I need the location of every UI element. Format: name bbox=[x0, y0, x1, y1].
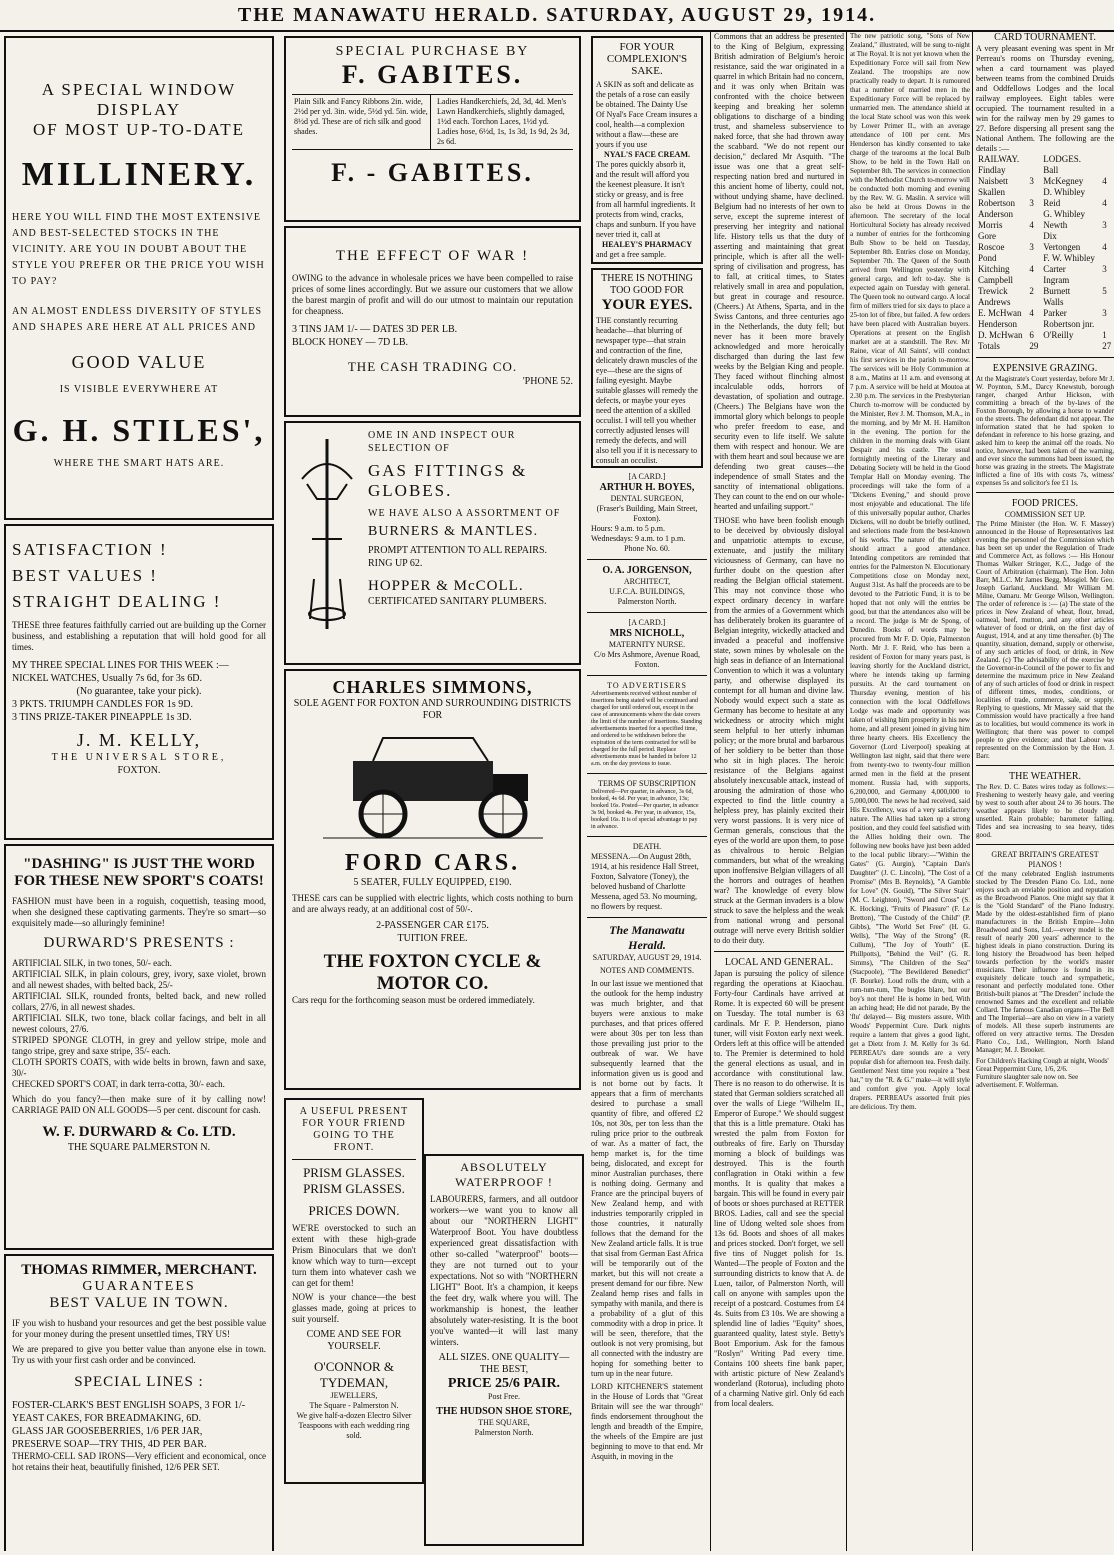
millinery-heading: MILLINERY. bbox=[21, 156, 257, 193]
table-cell: Andrews bbox=[978, 297, 1011, 307]
table-cell bbox=[1100, 275, 1114, 286]
table-cell bbox=[1027, 275, 1041, 286]
table-cell: Henderson bbox=[978, 319, 1017, 329]
hudson-heading-1: ABSOLUTELY bbox=[460, 1160, 548, 1174]
table-cell: 6 bbox=[1029, 330, 1034, 340]
simmons-name: CHARLES SIMMONS, bbox=[332, 677, 533, 697]
rimmer-heading-3: BEST VALUE IN TOWN. bbox=[49, 1295, 229, 1311]
durward-note: Which do you fancy?—then make sure of it by calling now! CARRIAGE PAID ON ALL GOODS—5 per cent. discount for cash. bbox=[12, 1094, 266, 1115]
cash-line-1: 3 TINS JAM 1/- — DATES 3D PER LB. bbox=[292, 324, 458, 335]
kelly-heading-3: STRAIGHT DEALING ! bbox=[12, 592, 222, 611]
table-cell: 4 bbox=[1102, 198, 1107, 208]
durward-item-6: CLOTH SPORTS COATS, with wide belts in brown, fawn and saxe, 30/- bbox=[12, 1057, 266, 1078]
oconnor-address: The Square - Palmerston N. bbox=[309, 1401, 399, 1410]
durward-address: THE SQUARE PALMERSTON N. bbox=[67, 1142, 211, 1153]
hopper-gas-fittings: GAS FITTINGS & GLOBES. bbox=[368, 461, 528, 500]
hemp-article: In our last issue we mentioned that the outlook for the hemp industry was much brighter, and that buyers were anxious to make purchases, and that prices offered were about 30s per ton less than those prevailing just prior to the outbreak of war. We have subsequently learned that the information given us is good and is not borne out by facts. It appears that a firm of merchants desired to purchase a small quantity of fibre, and offered £2 10s, not 30s, per ton less than the ruling price prior to the outbreak of war. As a matter of fact, the hemp market is, for the time being, dislocated, and except for minor Australian purchases, there is nothing doing. Germany and France are the principal buyers of New Zealand hemp, and with industries temporarily crippled in those countries, it naturally follows that the demand for the New Zealand article falls. It is true that sisal from German East Africa will be temporarily out of the market, but this will not create a present demand for our fibre. New Zealand hemp rises and falls in sympathy with manila, and there is a probability of a glut of this commodity with a drop in price. It will be seen, therefore, that the outlook is not very promising, but all connected with the industry are hoping for something better to turn up in the near future. bbox=[591, 979, 703, 1378]
stiles-tagline: WHERE THE SMART HATS ARE. bbox=[53, 458, 225, 469]
hopper-ring: RING UP 62. bbox=[368, 558, 423, 569]
herald-title: The Manawatu Herald. bbox=[609, 923, 685, 952]
stiles-advert bbox=[4, 36, 274, 520]
gabites-ribbons: Plain Silk and Fancy Ribbons 2in. wide, 2½d per yd. 3in. wide, 5½d yd. 5in. wide, 8½d yd. These are of rich silk and good shades. bbox=[292, 95, 431, 149]
healey-advert bbox=[591, 268, 703, 468]
notes-comments: NOTES AND COMMENTS. bbox=[599, 966, 694, 975]
local-items: The new patriotic song, "Sons of New Zealand," illustrated, will be sung to-night at The Royal. It is not yet known when the Expeditionary Force will sail from New Zealand. The troopships are now practically ready to depart. It is rumoured that a number of married men in the Expeditionary Force will be replaced by unmarried men. The attendance shield at the local State school was won this week by Lower Primer II., with an average attendance of 100 per cent. Mrs Henderson has kindly consented to take charge of the tearooms at the local Bulb Show, to be held in the Town Hall on September 8th. The services in connection with the Methodist Church to-morrow will be conducted both morning and evening by the Rev. W. G. Maslin. A service will also be held at Orous Downs in the afternoon. The secretary of the local Horticultural Society has already received a number of entries for the forthcoming Bulb Show to be held on Tuesday, September 8th. Entries close on Monday, September 7th. The Queen of the South arrived from Wellington yesterday with general cargo, and left to-day. She is expected again on Tuesday with general. The Queen took no outward cargo. A local firm of millers tried for six days to place a 25-ton lot of fibre, but failed. A few orders have been placed with Australian buyers. Operations at present on the English market are at a standstill. The Rev. Mr Raine, vicar of All Saints', will conduct his first services in the parish to-morrow. The services will be Holy Communion at 8 a.m., Matins at 11 a.m. and evensong at 7 p.m. A service will be held at Moutoa at 2.30 p.m. The services in the Presbyterian Church to-morrow will be conducted by the Minister, Rev J. M. Thomson, M.A., in the morning, and by Mr M. H. Hamilton in the evening. The portion for the children in the morning deals with Giant Despair and his castle. The usual fortnightly meeting of the Literary and Debating Society will be held in the Good Templar Hall on Monday evening. The proceedings will take the form of a "Dickens Evening," and should prove most enjoyable and educational. The life of this universally popular author, Charles Dickens, will no doubt be briefly outlined, and selections made from the best-known of his works. The nature of the subject should attract a good attendance. Intending competitors are reminded that entries for the Palmerston N. Elocutionary Competitions close on Monday next, August 31st. As half the proceeds are to be devoted to the Patriotic Fund, it is to be hoped that not only will the entries be good, but that the attendances also will be a record. The judge is Mr de Spong, of Dunedin. Books of words may be procured from Mr F. D. Opie, Palmerston North. Mr J. F. Reid, who has been a resident of Foxton for many years past, is leaving shortly for the Auckland district, where he intends taking up farming pursuits. At the card tournament on Thursday evening, mention of his connection with the local Oddfellows Lodge was made and opportunity was taken of wishing him prosperity in his new home, and all present joined in giving him three hearty cheers. His Excellency the Governor (Lord Liverpool) speaking at Wellington last night, said that there were from twenty-two to twenty-four million armed men in the field at the present moment. Russia had, with supports, 6,200,000, and Germany 4,000,000 to 5,000,000. The news he had received, said His Excellency, was of a very satisfactory nature. The Allies had taken up a strong position, and they could feel satisfied with the Allies holding their own. The following new books have just been added to the local public library:—"Within the Gates" (G. Aurgin), "Captain Dan's Daughter" (J. C. Lincoln), "The Cost of a Promise" (Mrs B. Reynolds), "A Gamble for Love" (N. Gould), "The Silver Stair" (M. C. Leighton), "Sword and Cross" (S. K. Hocking), "Fruits of Pleasure" (F. Le Bretton), "The Custody of the Child" (P. Gibbs), "The World Set Free" (H. G. Wells), "The Way of the Strong" (R. Cullum), "The Joy of Youth" (E. Phillpotts), "Behind the Veil" (G. R. Simms), "The Children of the Sea" (Stacpoole), "The Bewildered Benedict" (F. Bourke). Loud rolls the drum, with a rum-tum-tum, The bugles blare, but our boy's not there! He is home in bed, With an aching head; He did not parade, By the 'flu' delayed— Big musters assure, With Woods' Peppermint Cure. Dark nights require a lantern that gives a good light, get a Dietz from J. M. Kelly for 3s 6d. PERREAU's dare sounds are a very popular dish for afternoon tea. Fresh daily. Gentlemen! Next time you require a "best hat," try the "R. & G." make—it will style and comfort give you. Apply local drapers. PERREAU's assorted fruit pies are delicious. Try them. bbox=[850, 32, 970, 1111]
table-cell: Burnett bbox=[1043, 286, 1071, 296]
table-cell: McKegney bbox=[1043, 176, 1084, 186]
table-cell: O'Reilly bbox=[1043, 330, 1074, 340]
hudson-post: Post Free. bbox=[488, 1392, 520, 1401]
durward-presents: DURWARD'S PRESENTS : bbox=[43, 935, 235, 951]
rimmer-advert bbox=[4, 1254, 274, 1551]
gabites-advert bbox=[284, 36, 581, 222]
table-cell: Anderson bbox=[978, 209, 1013, 219]
hopper-repairs: PROMPT ATTENTION TO ALL REPAIRS. bbox=[368, 545, 548, 556]
advertisers-body: Advertisements received without number of insertions being stated will be continued and charged for until ordered out, except in the case of announcements where the date covers the limit of the number of insertions. Standing advertisements inserted for a specified time, and ordered to be withdrawn before the expiration of the term contracted for will be charged for the full period. Replace advertisements must be handed in before 12 a.m. on the day previous to issue. bbox=[591, 691, 702, 767]
eyes-body: THE constantly recurring headache—that blurring of newspaper type—that strain and contraction of the fine, delicately drawn muscles of the eye—these are the signs of failing eyesight. Maybe suitable glasses will remedy the defects, or maybe your eyes need the attention of a skilled occulist. I will tell you whether correctly adjusted lenses will remedy the defects, and will also tell you if it is necessary to consult an occulist. bbox=[596, 316, 698, 465]
table-cell bbox=[1100, 319, 1114, 330]
table-cell: Pond bbox=[978, 253, 997, 263]
ford-body: THESE cars can be supplied with electric lights, which costs nothing to burn and are always ready, at an additional cost of 50/-. bbox=[292, 893, 573, 914]
table-row bbox=[976, 297, 1114, 308]
table-cell: E. McHwan bbox=[978, 308, 1022, 318]
expensive-grazing-heading: EXPENSIVE GRAZING. bbox=[992, 363, 1098, 374]
table-row bbox=[976, 176, 1114, 187]
commission-heading: COMMISSION SET UP. bbox=[1004, 510, 1086, 519]
rimmer-line-3: GLASS JAR GOOSEBERRIES, 1/6 PER JAR, bbox=[12, 1426, 203, 1437]
rimmer-line-5: THERMO-CELL SAD IRONS—Very efficient and economical, once hot retains their heat, beautifully finished, 12/6 PER SET. bbox=[12, 1451, 266, 1472]
millinery-line-2: OF MOST UP-TO-DATE bbox=[32, 120, 245, 139]
table-cell: Carter bbox=[1043, 264, 1066, 274]
table-cell: F. W. Whibley bbox=[1043, 253, 1095, 263]
table-cell bbox=[1027, 297, 1041, 308]
oconnor-advert bbox=[284, 1098, 424, 1484]
durward-advert bbox=[4, 844, 274, 1250]
cash-phone: 'PHONE 52. bbox=[522, 376, 573, 387]
table-cell bbox=[1100, 253, 1114, 264]
weather-heading: THE WEATHER. bbox=[1008, 771, 1082, 782]
durward-item-3: ARTIFICIAL SILK, rounded fronts, belted back, and new rolled collars, 27/6, in all newest shades. bbox=[12, 991, 266, 1012]
oconnor-jewellers: JEWELLERS, bbox=[330, 1391, 378, 1400]
table-cell: Vertongen bbox=[1043, 242, 1081, 252]
table-cell: 3 bbox=[1029, 176, 1034, 186]
herald-date: SATURDAY, AUGUST 29, 1914. bbox=[592, 953, 702, 962]
rimmer-line-1: FOSTER-CLARK'S BEST ENGLISH SOAPS, 3 FOR 1/- bbox=[12, 1400, 246, 1411]
local-news: Japan is pursuing the policy of silence regarding the operations at Kiaochau. Forty-four Cardinals have arrived at Rome. It is expected 60 will be present on Tuesday. The total number is 63 cardinals. Mr F. P. Henderson, piano tuner, will visit Foxton early next week. Orders left at this office will be attended to. The Premier is determined to hold the general elections as usual, and in accordance with constitutional law. There is no reason to do otherwise. It is stated that German soldiers scratched all over the walls of Liege "Wilhelm II., Emperor of Europe." We should suggest that this is a little premature. Otaki has wrested the palm from Foxton for outbreaks of fire. Early on Thursday morning a block of buildings was destroyed. This is the fourth conflagration in Otaki within a few months. It is quality that makes a bargain. This will be found in every pair of boots or shoes purchased at RETTER BROS. Ladies, call and see the special line of Udong welted sole shoes from 13s 6d. Boots and shoes of all makes and prices stocked. Don't forget, we sell five tins of Nugget polish for 1s. Wanted—The people of Foxton and the surrounding districts to know that A. de Luen, tailor, of Palmerston North, will call on anyone with samples upon the receipt of a postcard. Costumes from £4 4s. Suits from £3 10s. We are showing a splendid line of ladies "Equity" shoes, guaranteed quality, latest style. Betty's Boot Emporium. Ask for the famous "Roslyn" Writing Pad every time. Contains 100 sheets fine bank paper, with artistic picture of New Zealand's wonderland (Rotorua), including photo of a charming Native girl. Only 6d each from local dealers. bbox=[714, 969, 844, 1408]
furniture-notice: Furniture slaughter sale now on. See advertisement. F. Wolferman. bbox=[976, 1073, 1079, 1089]
table-cell: Robertson bbox=[978, 198, 1015, 208]
table-cell bbox=[1100, 154, 1114, 165]
durward-heading-2: FOR THESE NEW SPORT'S COATS! bbox=[14, 873, 264, 889]
millinery-line-1: A SPECIAL WINDOW DISPLAY bbox=[41, 80, 237, 119]
table-row bbox=[976, 187, 1114, 198]
ford-tuition: TUITION FREE. bbox=[397, 933, 468, 944]
nyal-footer: and get a free sample. bbox=[596, 250, 666, 259]
table-cell: 4 bbox=[1102, 242, 1107, 252]
advertisers-heading: TO ADVERTISERS bbox=[607, 681, 687, 690]
subscription-heading: TERMS OF SUBSCRIPTION bbox=[598, 779, 696, 788]
table-cell: 4 bbox=[1029, 220, 1034, 230]
rimmer-heading-2: GUARANTEES bbox=[82, 1279, 196, 1294]
table-row bbox=[976, 253, 1114, 264]
table-cell bbox=[1027, 165, 1041, 176]
millinery-body: HERE YOU WILL FIND THE MOST EXTENSIVE AND BEST-SELECTED STOCKS IN THE VICINITY. ARE YOU IN DOUBT ABOUT THE STYLE YOU PREFER OR THE PRICE YOU WISH TO PAY? bbox=[12, 212, 265, 287]
durward-item-7: CHECKED SPORT'S COAT, in dark terra-cotta, 30/- each. bbox=[12, 1079, 225, 1089]
table-cell bbox=[1027, 154, 1041, 165]
hopper-name: HOPPER & McCOLL. bbox=[368, 578, 524, 594]
table-row-totals bbox=[976, 341, 1114, 352]
durward-item-1: ARTIFICIAL SILK, in two tones, 50/- each. bbox=[12, 958, 172, 968]
table-row bbox=[976, 286, 1114, 297]
editorial bbox=[591, 923, 703, 1462]
ford-cars: FORD CARS. bbox=[344, 850, 521, 876]
oconnor-name: O'CONNOR & TYDEMAN, bbox=[314, 1359, 394, 1390]
table-cell: Findlay bbox=[978, 165, 1006, 175]
durward-item-5: STRIPED SPONGE CLOTH, in grey and yellow stripe, mole and tango stripe, grey and saxe stripe, 35/- each. bbox=[12, 1035, 266, 1056]
table-cell: Roscoe bbox=[978, 242, 1005, 252]
nicholl-role: MATERNITY NURSE. bbox=[608, 640, 686, 649]
hopper-cert: CERTIFICATED SANITARY PLUMBERS. bbox=[368, 596, 547, 607]
table-cell: Dix bbox=[1043, 231, 1057, 241]
hudson-square: THE SQUARE, bbox=[478, 1418, 530, 1427]
hudson-town: Palmerston North. bbox=[474, 1428, 534, 1437]
prism-heading-2: PRISM GLASSES. bbox=[303, 1181, 405, 1196]
jorgenson-address: U.F.C.A. BUILDINGS, Palmerston North. bbox=[609, 587, 685, 606]
kelly-name: J. M. KELLY, bbox=[76, 730, 202, 750]
table-cell bbox=[1027, 187, 1041, 198]
table-cell: 5 bbox=[1102, 286, 1107, 296]
kelly-town: FOXTON. bbox=[117, 765, 161, 776]
death-body: MESSENA.—On August 28th, 1914, at his residence Hall Street, Foxton, Salvatore (Toney), the beloved husband of Charlotte Messena, aged 53. No mourning, no flowers by request. bbox=[591, 852, 699, 911]
oconnor-body-2: NOW is your chance—the best glasses made, going at prices to suit yourself. bbox=[292, 1292, 416, 1324]
durward-intro: FASHION must have been in a roguish, coquettish, teasing mood, when she designed these captivating garments. They're so smart—so exquisitely made—so alluringly feminine! bbox=[12, 896, 266, 928]
prices-down: PRICES DOWN. bbox=[308, 1203, 400, 1218]
table-row bbox=[976, 242, 1114, 253]
boyes-card bbox=[591, 472, 703, 554]
kelly-line-5: 3 TINS PRIZE-TAKER PINEAPPLE 1s 3D. bbox=[12, 712, 192, 723]
table-row bbox=[976, 209, 1114, 220]
oconnor-top: A USEFUL PRESENT FOR YOUR FRIEND GOING TO THE FRONT. bbox=[299, 1106, 409, 1153]
eyes-top: THERE IS NOTHING TOO GOOD FOR bbox=[601, 273, 693, 296]
column-1 bbox=[0, 32, 278, 1551]
gabites-handkerchiefs: Ladies Handkerchiefs, 2d, 3d, 4d. Men's Lawn Handkerchiefs, slightly damaged, 1½d each. Torchon Laces, 1½d yd. Ladies hose, 6½d, 1s, 1s 3d, 1s 9d, 2s 3d, 2s 6d. bbox=[437, 97, 570, 146]
jorgenson-role: ARCHITECT, bbox=[623, 577, 671, 586]
kelly-advert bbox=[4, 524, 274, 840]
subscription-notice bbox=[591, 779, 703, 831]
rimmer-body-2: We are prepared to give you better value than anyone else in town. Try us with your first cash order and be convinced. bbox=[12, 1344, 266, 1365]
table-cell: Robertson jnr. bbox=[1043, 319, 1095, 329]
boyes-card-label: [A CARD.] bbox=[628, 472, 666, 481]
cough-notice: For Children's Hacking Cough at night, Woods' Great Peppermint Cure, 1/6, 2/6. bbox=[976, 1057, 1109, 1073]
ford-two-passenger: 2-PASSENGER CAR £175. bbox=[376, 920, 489, 931]
nyal-heading: FOR YOUR COMPLEXION'S SAKE. bbox=[606, 41, 688, 77]
millinery-body-2: AN ALMOST ENDLESS DIVERSITY OF STYLES AND SHAPES ARE HERE AT ALL PRICES AND bbox=[12, 306, 263, 333]
your-eyes: YOUR EYES. bbox=[601, 297, 693, 313]
masthead bbox=[0, 0, 1114, 32]
jorgenson-card bbox=[591, 565, 703, 607]
subscription-body: Delivered—Per quarter, in advance, 3s 6d, booked, 4s 6d. Per year, in advance, 13s; booked 16s. Posted—Per quarter, in advance 3s 9d, booked 4s. Per year, in advance, 15s, booked 16s. It is of special advantage to pay in advance. bbox=[591, 789, 699, 830]
hudson-price: PRICE 25/6 PAIR. bbox=[447, 1376, 561, 1391]
local-general: LOCAL AND GENERAL. bbox=[724, 957, 834, 968]
table-cell: G. Whibley bbox=[1043, 209, 1086, 219]
table-cell bbox=[1100, 297, 1114, 308]
rimmer-special-lines: SPECIAL LINES : bbox=[74, 1374, 204, 1390]
table-cell: Morris bbox=[978, 220, 1003, 230]
card-tournament-body: A very pleasant evening was spent in Mr Perreau's rooms on Thursday evening, when a card tournament was played between teams from the combined Druids and Oddfellows Lodges and the local railway employees. Eight tables were occupied. The tournament resulted in a win for the railway men by 29 games to 27. Before dispersing all present sang the National Anthem. The following are the details :— bbox=[976, 44, 1114, 153]
asquith-article: Commons that an address be presented to the King of Belgium, expressing British admiration of Belgium's heroic resistance, said the war originated in a quarrel in which Britain had no concern, and it was only when Britain was confronted with the choice between keeping and breaking her solemn obligations to discharge of a binding trust, and shameless subservience to naked force, that she had thrown away the scabbard. "We do not repent our decision," declared Mr Asquith. "The issue was one that a great self-respecting nation bred and nurtured in this ancient home of liberty, could not, without undying shame, have declined. Belgium had no interests of her own to serve, except the supreme interest of preserving her integrity and national life. History tells us that the duty of asserting and maintaining that great principle, which is after all the well-spring of civilisation and progress, has to fall, at critical times, to States relatively small in area and population, but great in courage and resource. (Cheers.) At Athens, Sparta, and in the Swiss Cantons, and three centuries ago in the Netherlands, the duty fell; but never has it been more bravely acknowledged and more heroically discharged than during the last few weeks by the Belgian King and people. They faced without flinching almost incalculable odds, horrors of devastation, of spoliation and outrage. (Cheers.) The Belgians have won the immortal glory which belongs to people who prefer freedom to ease, and security even to life itself. We salute them with respect and honour. We are with them heart and soul because we are defending two great causes—the independence of small States and the sanctity of international obligations. They can count to the end on our whole-hearted and unfailing support." bbox=[714, 32, 844, 511]
food-prices-heading: FOOD PRICES. bbox=[1011, 498, 1079, 509]
table-cell: Campbell bbox=[978, 275, 1013, 285]
foxton-cycle-motor: THE FOXTON CYCLE & MOTOR CO. bbox=[323, 951, 542, 994]
nyal-body-2: The pores quickly absorb it, and the result will afford you the keenest pleasure. It isn't sticky or greasy, and is free from all harmful ingredients. It protects from wind, cracks, chaps and sunburn. If you have never tried it, call at bbox=[596, 160, 696, 239]
belgian-article: THOSE who have been foolish enough to be deceived by obviously disloyal and unpatriotic attempts to excuse, extenuate, and justify the military viciousness of Germany, can have no further doubt on the question after reading the Belgian official statement. This may not convince those who expect ordinary decency in warfare from the armies of a Government which has deliberately broken its guarantee of Belgian integrity, wickedly attacked and invaded a peaceful and inoffensive state, sown mines by wholesale on the high seas in defiance of an International Convention to which it was a voluntary party, and otherwise displayed its contempt for all human and divine law. Nobody would expect such a state as Germany has become to hesitate at any wickedness or atrocity which might seem helpful to her utterly inhuman policy; or the more brutal and barbarous of her soldiery to be better than those who sit in high places. The heroic resistance of the Belgians against absolutely inexcusable attack, instead of arousing the admiration of those who expected to find the little country a helpless prey, has plainly excited their very worst passions. It is very nice of German generals, conscious that the eyes of the world are upon them, to pose as chivalrous to heroic Belgian commanders, but what of the wreaking upon inoffensive Belgian villagers of all the horrors and outrages of heathen war? The knowledge of every blow struck at the German invaders is a blow struck to save the helpless and the weak from national wrong and personal outrage will nerve every British soldier to do their duty. bbox=[714, 516, 844, 945]
stiles-name: G. H. STILES', bbox=[12, 412, 266, 448]
expensive-grazing-body: At the Magistrate's Court yesterday, before Mr J. W. Poynton, S.M., Darcy Knewstub, borough ranger, charged Arthur Hickson, with committing a breach of the by-laws of the Foxton Borough, by allowing a horse to wander on the streets. The defendant did not appear. The information stated that he had spoken to defendant in reference to his horse grazing, and asked him to keep the animal off the roads. No notice, however, had been taken of the warning, and ever since the summons had been issued, the horse was grazing in the streets. The Magistrate inflicted a fine of 10s with costs 7s, witness' expenses 5s and solicitor's fee £1 1s. bbox=[976, 375, 1114, 487]
card-tournament-heading: CARD TOURNAMENT. bbox=[994, 32, 1096, 43]
hudson-sizes: ALL SIZES. ONE QUALITY—THE BEST, bbox=[438, 1352, 570, 1375]
kitchener-article: LORD KITCHENER'S statement in the House of Lords that "Great Britain will see the war through" finds endorsement throughout the length and breadth of the Empire, the wheels of the Empire are just beginning to move to that end. Mr Asquith, in moving in the bbox=[591, 1382, 703, 1461]
gabites-top: SPECIAL PURCHASE BY bbox=[335, 44, 530, 59]
table-cell bbox=[1041, 341, 1100, 352]
durward-item-4: ARTIFICIAL SILK, two tone, black collar facings, and belt in all newest colours, 27/6. bbox=[12, 1013, 266, 1034]
rimmer-line-4: PRESERVE SOAP—TRY THIS, 4D PER BAR. bbox=[12, 1439, 207, 1450]
column-4 bbox=[710, 32, 847, 1551]
table-cell: 3 bbox=[1029, 242, 1034, 252]
nicholl-card bbox=[591, 618, 703, 670]
table-cell: 27 bbox=[1102, 341, 1112, 351]
boyes-phone: Phone No. 60. bbox=[624, 544, 670, 553]
table-cell: Newth bbox=[1043, 220, 1068, 230]
rimmer-line-2: YEAST CAKES, FOR BREADMAKING, 6D. bbox=[12, 1413, 201, 1424]
ford-spec: 5 SEATER, FULLY EQUIPPED, £190. bbox=[353, 877, 512, 888]
cash-name: THE CASH TRADING CO. bbox=[347, 359, 518, 374]
table-cell: D. McHwan bbox=[978, 330, 1023, 340]
durward-item-2: ARTIFICIAL SILK, in plain colours, grey, ivory, saxe violet, brown and all newest shades, with belted back, 25/- bbox=[12, 969, 266, 990]
nicholl-name: MRS NICHOLL, bbox=[609, 628, 685, 639]
table-row bbox=[976, 165, 1114, 176]
table-row bbox=[976, 275, 1114, 286]
table-cell: Ingram bbox=[1043, 275, 1070, 285]
kelly-store: THE UNIVERSAL STORE, bbox=[51, 752, 227, 763]
jorgenson-name: O. A. JORGENSON, bbox=[602, 565, 692, 576]
table-cell: 4 bbox=[1102, 176, 1107, 186]
boyes-name: ARTHUR H. BOYES, bbox=[599, 482, 695, 493]
table-cell: 1 bbox=[1102, 330, 1107, 340]
table-cell: RAILWAY. bbox=[978, 154, 1020, 164]
cash-trading-advert bbox=[284, 226, 581, 417]
table-row bbox=[976, 308, 1114, 319]
food-prices-body: The Prime Minister (the Hon. W. F. Massey) announced in the House of Representatives last evening the personnel of the Commission which has been set up under the Regulation of Trade and Commerce Act, as follows :— His Honour Thomas Walker Stringer, K.C., Judge of the Court of Arbitration (chairman). The Hon. John Barr, M.L.C. Mr James Begg, Mosgiel. Mr Geo. Joseph Garland, Auckland. Mr William M. Milne, Oamaru. Mr George Wilson, Wellington. The order of reference is :— (a) The state of the prices in New Zealand of wheat, flour, bread, oatmeal, beef, mutton, and any other articles whatever of food or drink, on the first day of August, 1914, and at any time thereafter. (b) The quantity, situation, demand, supply or otherwise, of any such articles of food, or drink, in New Zealand. (c) The advisability of the exercise by the Governor-in-Council of the power to fix and determine the maximum price in New Zealand of any of such articles of food or drink in respect of different times, modes, conditions, or localities of trade, commerce, sale, or supply. Replying to questions, Mr Massey said that the Commission would have practically a free hand as to localities, but would commence its work in Wellington; that there was power to compel people to give evidence; and that Labour was represented on the Commission by the Hon. J. Barr. bbox=[976, 520, 1114, 760]
table-cell: Trewick bbox=[978, 286, 1008, 296]
cash-body: OWING to the advance in wholesale prices we have been compelled to raise prices of some lines accordingly. But we assure our customers that we allow the barest margin of profit and will do our utmost to maintain our reputation for cheapness. bbox=[292, 273, 573, 316]
weather-body: The Rev. D. C. Bates wires today as follows:— Freshening to westerly heavy gale, and veering by west to south after about 24 to 36 hours. The weather appears likely to be cloudy and unsettled. Rain probable; barometer falling. Tides and sea increasing to sea heavy, tides good. bbox=[976, 783, 1114, 839]
hopper-line-2: WE HAVE ALSO A ASSORTMENT OF bbox=[368, 508, 561, 519]
table-cell bbox=[1100, 165, 1114, 176]
gabites-footer: F. - GABITES. bbox=[331, 158, 534, 187]
column-6 bbox=[972, 32, 1114, 1551]
boyes-role: DENTAL SURGEON, bbox=[610, 494, 684, 503]
death-notice bbox=[591, 842, 703, 912]
nyal-advert bbox=[591, 36, 703, 264]
good-value: GOOD VALUE bbox=[71, 352, 207, 372]
nicholl-card-label: [A CARD.] bbox=[628, 618, 666, 627]
table-cell bbox=[1027, 209, 1041, 220]
hopper-line-1: OME IN AND INSPECT OUR SELECTION OF bbox=[368, 430, 516, 454]
table-cell: 29 bbox=[1029, 341, 1039, 351]
table-cell bbox=[1027, 319, 1041, 330]
gas-lamp-illustration bbox=[292, 429, 362, 639]
column-3 bbox=[587, 32, 707, 1551]
cash-line-2: BLOCK HONEY — 7D LB. bbox=[292, 337, 409, 348]
table-row bbox=[976, 220, 1114, 231]
durward-heading-1: "DASHING" IS JUST THE WORD bbox=[23, 856, 255, 872]
pianos-body: Of the many celebrated English instruments stocked by The Dresden Piano Co. Ltd., none enjoys such an enviable position and reputation as the Broadwood Pianos. One might say that it is the "Gold Standard" of the Piano Industry. Made by the oldest-established firm of piano manufacturers in the British Empire—John Broadwood and Sons, Ltd.—every model is the result of nearly 200 years' adherence to the highest ideals in piano construction. During its long history the Broadwood has been helped towards perfection by the world's master musicians. Their influence is found in its exquisitely delicate touch and sympathetic, resonant and perfectly modulated tone. Other British-built pianos at "The Dresden" include the renowned Sames and the excellent and reliable Collard. The famous Canadian organs—The Bell and The Imperial—are also on view in a variety of models. All these superb instruments are offered on very attractive terms. The Dresden Piano Co., Ltd., Wellington, North Island Manager; M. J. Brooker. bbox=[976, 870, 1114, 1054]
nyal-face-cream: NYAL'S FACE CREAM. bbox=[603, 150, 690, 159]
hopper-advert bbox=[284, 421, 581, 665]
table-cell: D. Whibley bbox=[1043, 187, 1086, 197]
rimmer-body: IF you wish to husband your resources and get the best possible value for your money during the present unsettled times, TRY US! bbox=[12, 1318, 266, 1339]
boyes-hours: Hours: 9 a.m. to 5 p.m. Wednesdays: 9 a.m. to 1 p.m. bbox=[591, 524, 686, 543]
kelly-line-3: (No guarantee, take your pick). bbox=[76, 686, 202, 697]
table-cell: Walls bbox=[1043, 297, 1064, 307]
table-cell: 3 bbox=[1102, 220, 1107, 230]
table-cell: Ball bbox=[1043, 165, 1059, 175]
ford-car-illustration bbox=[313, 726, 553, 846]
table-cell: Naisbett bbox=[978, 176, 1008, 186]
kelly-heading-2: BEST VALUES ! bbox=[12, 566, 158, 585]
pianos-heading: GREAT BRITAIN'S GREATEST PIANOS ! bbox=[991, 850, 1099, 869]
ford-footer: Cars requ for the forthcoming season must be ordered immediately. bbox=[292, 995, 535, 1005]
table-cell: 2 bbox=[1029, 286, 1034, 296]
hudson-heading-2: WATERPROOF ! bbox=[455, 1175, 553, 1189]
advertisers-notice bbox=[591, 681, 703, 768]
table-row bbox=[976, 330, 1114, 341]
durward-name: W. F. DURWARD & Co. LTD. bbox=[42, 1124, 236, 1140]
table-cell: LODGES. bbox=[1043, 154, 1081, 164]
table-cell: Kitching bbox=[978, 264, 1010, 274]
hudson-body: LABOURERS, farmers, and all outdoor workers—we want you to know all about our "NORTHERN LIGHT" Waterproof Boot. You have doubtless experienced great dissatisfaction with other so-called "waterproof" boots—they are not turned out to your expectations. Not so with "NORTHERN LIGHT" Boot. It's a champion, it keeps the feet dry, walk where you will. The workmanship is honest, the leather absolutely water-resisting. It is the boot you've wanted—it will last many winters. bbox=[430, 1194, 578, 1347]
kelly-body: THESE three features faithfully carried out are building up the Corner business, and establishing a reputation that will hold good for all times. bbox=[12, 620, 266, 652]
death-heading: DEATH. bbox=[632, 842, 662, 851]
table-cell: 3 bbox=[1102, 264, 1107, 274]
rimmer-heading-1: THOMAS RIMMER, MERCHANT. bbox=[21, 1262, 257, 1278]
oconnor-note: We give half-a-dozen Electro Silver Teaspoons with each wedding ring sold. bbox=[296, 1411, 412, 1440]
table-cell: 4 bbox=[1029, 308, 1034, 318]
simmons-advert bbox=[284, 669, 581, 1090]
column-5 bbox=[846, 32, 973, 1551]
card-tournament-table bbox=[976, 154, 1114, 352]
kelly-line-1: MY THREE SPECIAL LINES FOR THIS WEEK :— bbox=[12, 660, 229, 671]
table-row bbox=[976, 154, 1114, 165]
table-cell: 3 bbox=[1029, 198, 1034, 208]
table-cell: Reid bbox=[1043, 198, 1061, 208]
table-cell bbox=[1100, 231, 1114, 242]
boyes-address: (Fraser's Building, Main Street, Foxton). bbox=[596, 504, 698, 523]
table-row bbox=[976, 231, 1114, 242]
table-cell: 4 bbox=[1029, 264, 1034, 274]
table-cell: Totals bbox=[978, 341, 1000, 351]
table-cell bbox=[1100, 187, 1114, 198]
kelly-line-4: 3 PKTS. TRIUMPH CANDLES FOR 1s 9D. bbox=[12, 699, 193, 710]
healey-pharmacy: HEALEY'S PHARMACY bbox=[601, 240, 692, 249]
table-cell bbox=[1027, 231, 1041, 242]
table-cell bbox=[1027, 253, 1041, 264]
table-cell: Skallen bbox=[978, 187, 1005, 197]
nyal-body: A SKIN as soft and delicate as the petals of a rose can easily be obtained. The Dainty Use Of Nyal's Face Cream insures a cool, health—a complexion without a flaw—these are yours if you use bbox=[596, 80, 698, 149]
oconnor-body: WE'RE overstocked to such an extent with these high-grade Prism Binoculars that we don't know which way to turn—except turn them into whatever cash we can get for them! bbox=[292, 1223, 416, 1288]
kelly-line-2: NICKEL WATCHES, Usually 7s 6d, for 3s 6D. bbox=[12, 673, 202, 684]
table-cell: Parker bbox=[1043, 308, 1067, 318]
hudson-name: THE HUDSON SHOE STORE, bbox=[436, 1406, 572, 1417]
prism-heading-1: PRISM GLASSES. bbox=[303, 1165, 405, 1180]
oconnor-come: COME AND SEE FOR YOURSELF. bbox=[306, 1329, 402, 1352]
hopper-burners: BURNERS & MANTLES. bbox=[368, 524, 539, 539]
cash-heading: THE EFFECT OF WAR ! bbox=[335, 248, 530, 264]
table-row bbox=[976, 319, 1114, 330]
table-row bbox=[976, 264, 1114, 275]
table-cell: Gore bbox=[978, 231, 996, 241]
visible-everywhere: IS VISIBLE EVERYWHERE AT bbox=[59, 384, 219, 395]
simmons-sole-agent: SOLE AGENT FOR FOXTON AND SURROUNDING DISTRICTS FOR bbox=[293, 698, 572, 721]
hudson-advert bbox=[424, 1154, 584, 1546]
table-cell: 3 bbox=[1102, 308, 1107, 318]
masthead-title: THE MANAWATU HERALD. SATURDAY, AUGUST 29, 1914. bbox=[237, 4, 877, 26]
table-cell bbox=[1100, 209, 1114, 220]
gabites-name: F. GABITES. bbox=[341, 60, 524, 89]
nicholl-address: C/o Mrs Ashmore, Avenue Road, Foxton. bbox=[593, 650, 701, 669]
kelly-heading-1: SATISFACTION ! bbox=[12, 540, 168, 559]
table-row bbox=[976, 198, 1114, 209]
